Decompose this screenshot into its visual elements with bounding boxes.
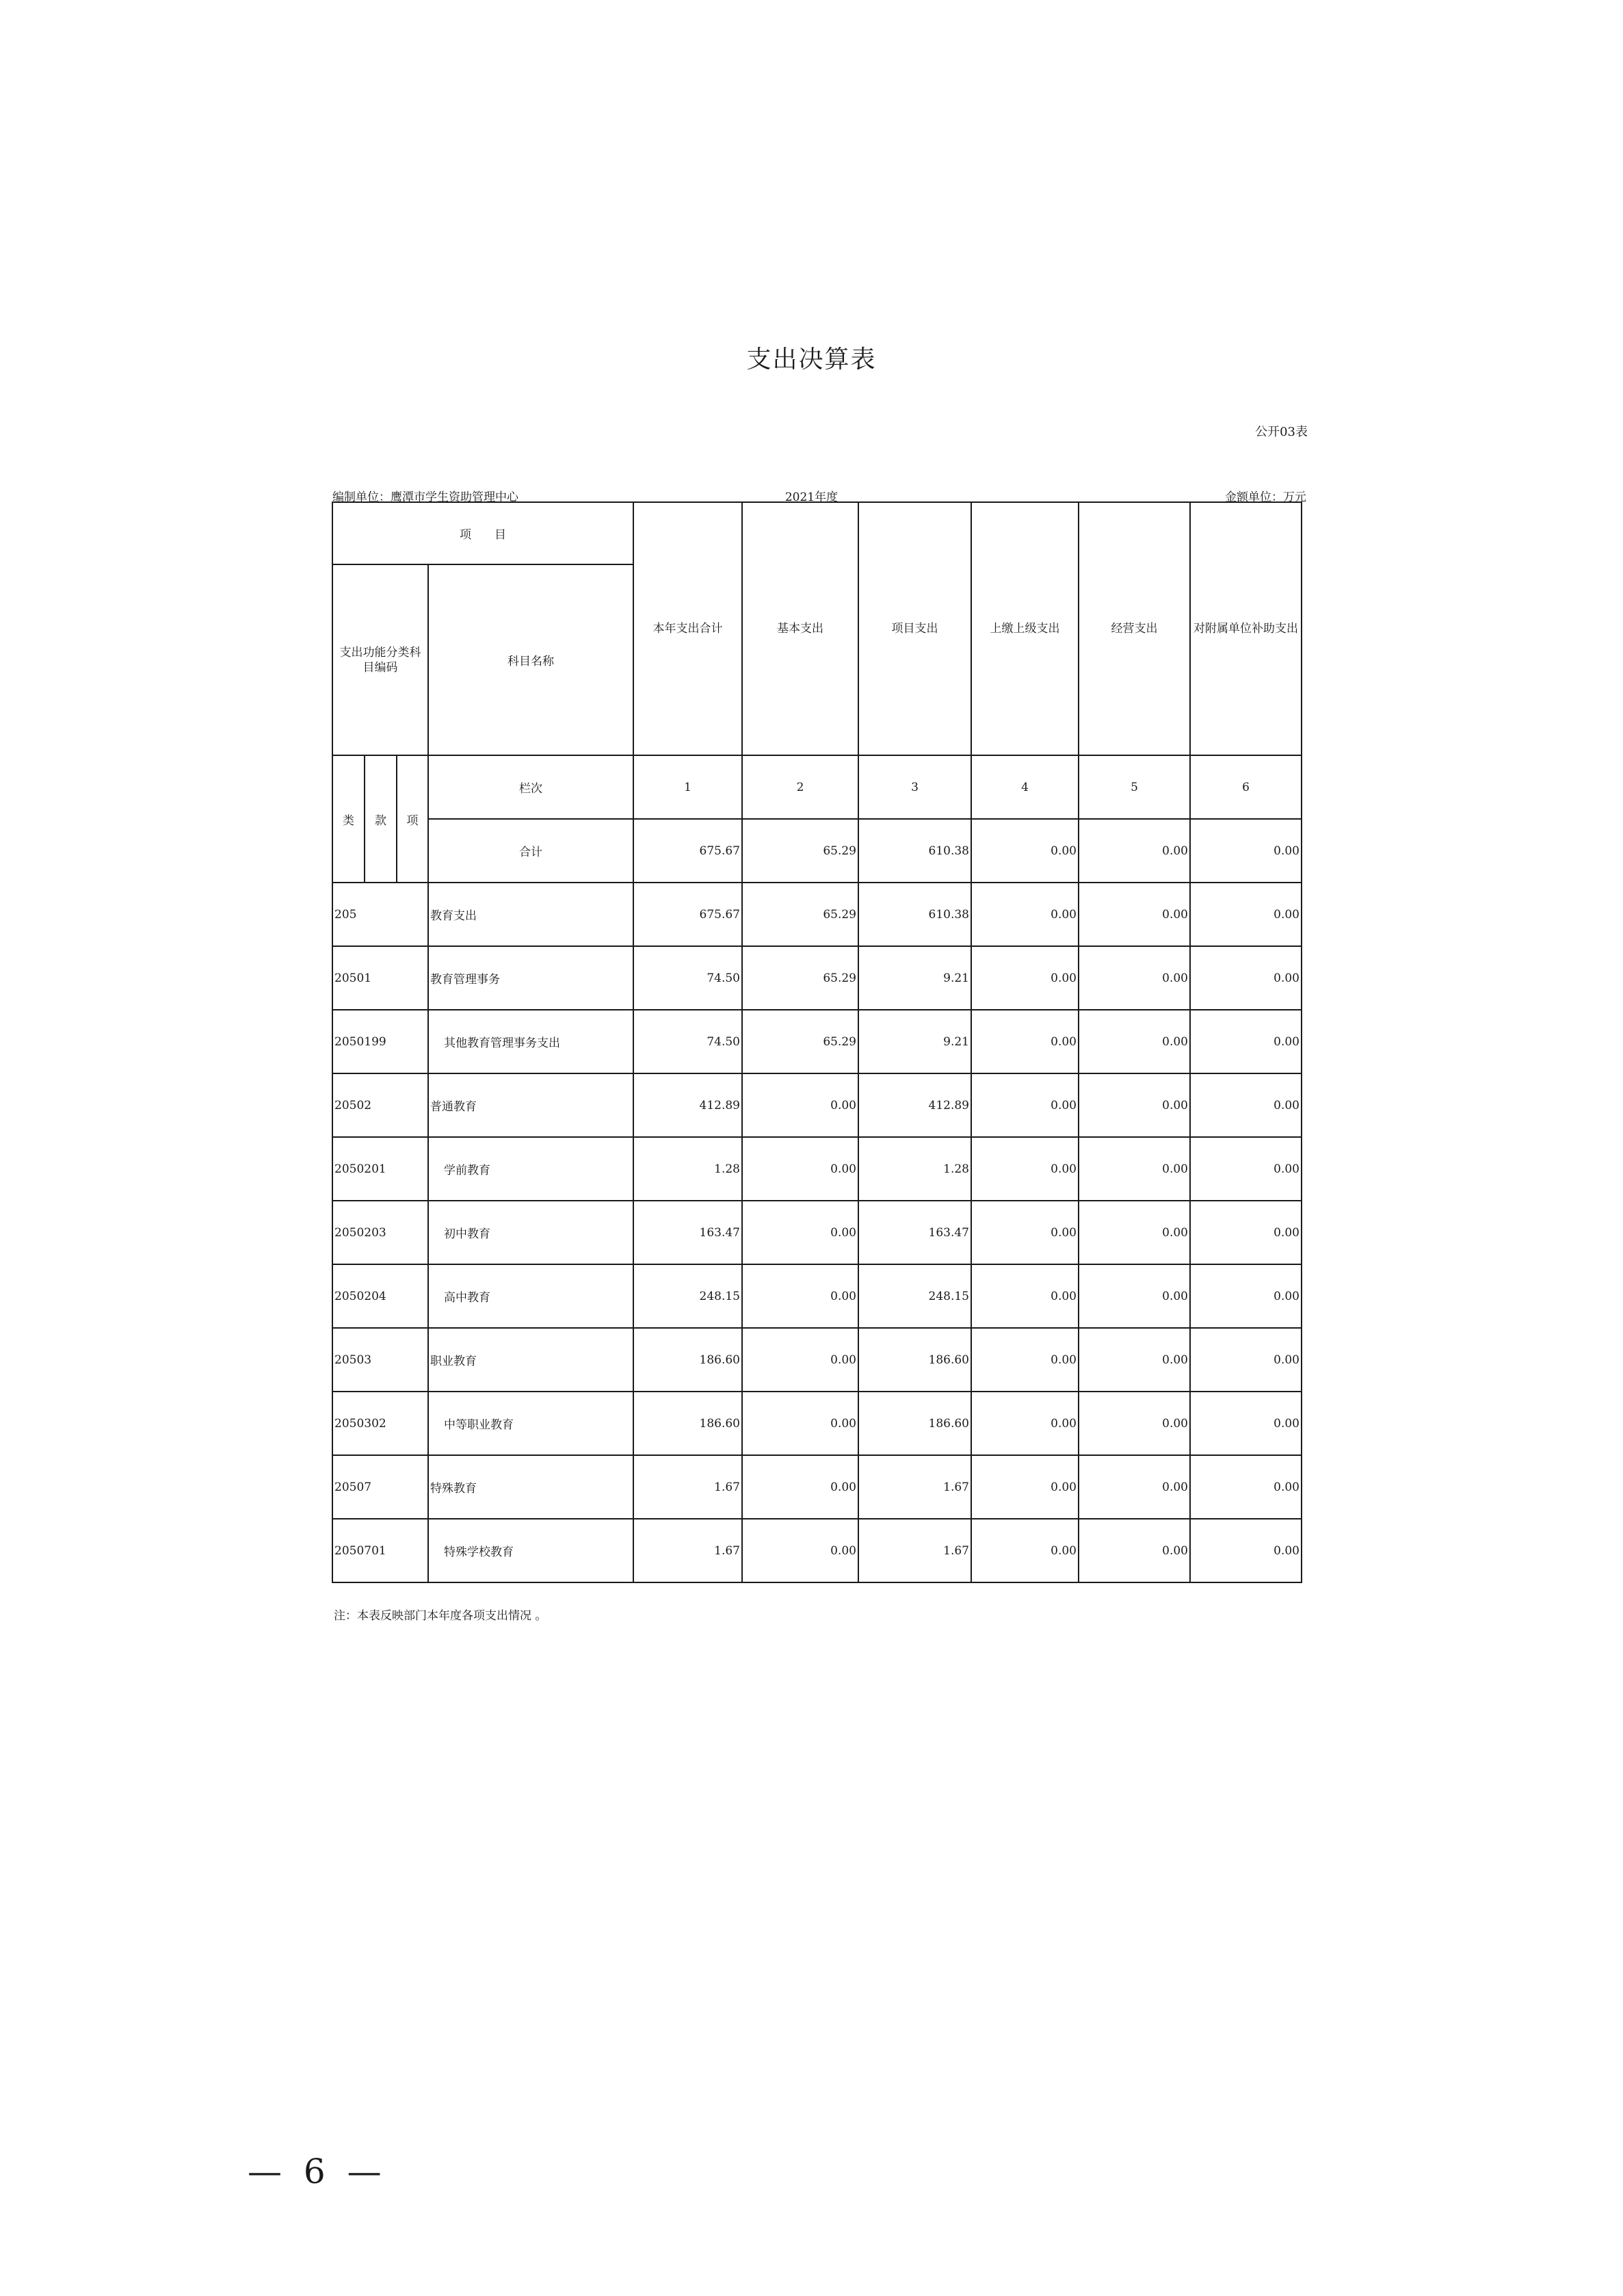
row-value: 412.89 [633, 1073, 742, 1137]
row-value: 163.47 [858, 1201, 971, 1264]
row-code: 20501 [332, 946, 428, 1010]
row-value: 0.00 [1079, 1519, 1190, 1582]
col-header-upper: 上缴上级支出 [971, 502, 1079, 755]
row-value: 0.00 [1190, 946, 1302, 1010]
col-header-project: 项目支出 [858, 502, 971, 755]
row-value: 0.00 [1190, 1519, 1302, 1582]
row-value: 0.00 [1079, 883, 1190, 946]
row-name: 特殊学校教育 [428, 1519, 633, 1582]
col-header-total: 本年支出合计 [633, 502, 742, 755]
row-value: 65.29 [742, 946, 858, 1010]
row-value: 0.00 [1190, 1264, 1302, 1328]
expenditure-table [332, 501, 1302, 1583]
row-code: 205 [332, 883, 428, 946]
row-code: 2050201 [332, 1137, 428, 1201]
table-row [332, 1010, 1302, 1073]
row-code: 20503 [332, 1328, 428, 1392]
form-id: 公开03表 [1255, 425, 1308, 439]
total-cell: 610.38 [858, 819, 971, 883]
row-value: 0.00 [742, 1328, 858, 1392]
row-value: 0.00 [1190, 1328, 1302, 1392]
row-value: 0.00 [1190, 1137, 1302, 1201]
row-name: 教育管理事务 [428, 946, 633, 1010]
col-number: 2 [742, 755, 858, 819]
row-value: 0.00 [1190, 883, 1302, 946]
total-cell: 0.00 [1079, 819, 1190, 883]
row-value: 0.00 [971, 883, 1079, 946]
row-value: 0.00 [1190, 1073, 1302, 1137]
row-value: 0.00 [742, 1519, 858, 1582]
table-row [332, 1392, 1302, 1455]
row-value: 0.00 [1079, 1455, 1190, 1519]
header-kuan: 款 [365, 755, 397, 883]
col-number: 4 [971, 755, 1079, 819]
col-header-basic: 基本支出 [742, 502, 858, 755]
row-value: 412.89 [858, 1073, 971, 1137]
row-value: 65.29 [742, 883, 858, 946]
row-code: 20507 [332, 1455, 428, 1519]
row-value: 1.67 [633, 1519, 742, 1582]
row-code: 2050701 [332, 1519, 428, 1582]
row-value: 0.00 [1079, 946, 1190, 1010]
col-number: 3 [858, 755, 971, 819]
header-lei: 类 [332, 755, 365, 883]
row-value: 0.00 [971, 1201, 1079, 1264]
row-code: 2050204 [332, 1264, 428, 1328]
total-cell: 675.67 [633, 819, 742, 883]
row-code: 2050302 [332, 1392, 428, 1455]
row-value: 0.00 [742, 1392, 858, 1455]
row-value: 248.15 [858, 1264, 971, 1328]
row-value: 74.50 [633, 946, 742, 1010]
page-number: — 6 — [248, 2152, 387, 2191]
row-value: 0.00 [742, 1201, 858, 1264]
row-value: 0.00 [1079, 1137, 1190, 1201]
row-value: 675.67 [633, 883, 742, 946]
row-value: 610.38 [858, 883, 971, 946]
row-value: 0.00 [971, 1073, 1079, 1137]
row-code: 20502 [332, 1073, 428, 1137]
row-value: 0.00 [1190, 1455, 1302, 1519]
row-value: 163.47 [633, 1201, 742, 1264]
row-value: 1.67 [858, 1455, 971, 1519]
row-value: 0.00 [742, 1264, 858, 1328]
row-value: 1.28 [858, 1137, 971, 1201]
table-row [332, 1073, 1302, 1137]
table-row [332, 946, 1302, 1010]
row-value: 1.67 [858, 1519, 971, 1582]
table-row [332, 1201, 1302, 1264]
row-name: 特殊教育 [428, 1455, 633, 1519]
row-value: 0.00 [1190, 1392, 1302, 1455]
row-name: 其他教育管理事务支出 [428, 1010, 633, 1073]
row-value: 65.29 [742, 1010, 858, 1073]
table-row [332, 883, 1302, 946]
row-value: 74.50 [633, 1010, 742, 1073]
row-value: 0.00 [971, 946, 1079, 1010]
amount-unit: 金额单位：万元 [1225, 491, 1306, 504]
row-value: 0.00 [1079, 1201, 1190, 1264]
row-value: 0.00 [742, 1073, 858, 1137]
header-code: 支出功能分类科目编码 [332, 564, 428, 755]
row-value: 186.60 [858, 1392, 971, 1455]
row-value: 186.60 [633, 1328, 742, 1392]
total-cell: 0.00 [971, 819, 1079, 883]
row-value: 1.28 [633, 1137, 742, 1201]
header-heji: 合计 [428, 819, 633, 883]
row-value: 0.00 [971, 1519, 1079, 1582]
row-code: 2050199 [332, 1010, 428, 1073]
header-name: 科目名称 [428, 564, 633, 755]
row-name: 初中教育 [428, 1201, 633, 1264]
row-value: 0.00 [1079, 1010, 1190, 1073]
row-name: 学前教育 [428, 1137, 633, 1201]
table-row [332, 1455, 1302, 1519]
total-cell: 65.29 [742, 819, 858, 883]
document-title: 支出决算表 [746, 345, 877, 374]
row-value: 0.00 [1079, 1392, 1190, 1455]
row-value: 0.00 [1079, 1073, 1190, 1137]
row-value: 9.21 [858, 1010, 971, 1073]
table-note: 注：本表反映部门本年度各项支出情况 。 [334, 1609, 547, 1623]
col-number: 6 [1190, 755, 1302, 819]
total-cell: 0.00 [1190, 819, 1302, 883]
fiscal-year: 2021年度 [784, 491, 839, 504]
row-value: 186.60 [633, 1392, 742, 1455]
col-number: 1 [633, 755, 742, 819]
row-value: 0.00 [742, 1455, 858, 1519]
row-value: 0.00 [971, 1264, 1079, 1328]
row-name: 高中教育 [428, 1264, 633, 1328]
row-value: 0.00 [1190, 1010, 1302, 1073]
row-value: 0.00 [1079, 1328, 1190, 1392]
row-value: 1.67 [633, 1455, 742, 1519]
row-value: 0.00 [971, 1328, 1079, 1392]
row-code: 2050203 [332, 1201, 428, 1264]
row-value: 0.00 [971, 1010, 1079, 1073]
col-header-business: 经营支出 [1079, 502, 1190, 755]
col-number: 5 [1079, 755, 1190, 819]
row-value: 0.00 [742, 1137, 858, 1201]
row-value: 0.00 [1079, 1264, 1190, 1328]
row-value: 9.21 [858, 946, 971, 1010]
row-value: 248.15 [633, 1264, 742, 1328]
row-name: 普通教育 [428, 1073, 633, 1137]
table-row [332, 1137, 1302, 1201]
col-header-subsidiary: 对附属单位补助支出 [1190, 502, 1302, 755]
row-value: 0.00 [1190, 1201, 1302, 1264]
row-value: 186.60 [858, 1328, 971, 1392]
header-lanci: 栏次 [428, 755, 633, 819]
table-row [332, 1519, 1302, 1582]
row-name: 职业教育 [428, 1328, 633, 1392]
table-row [332, 1328, 1302, 1392]
row-value: 0.00 [971, 1455, 1079, 1519]
table-row [332, 1264, 1302, 1328]
row-value: 0.00 [971, 1137, 1079, 1201]
row-value: 0.00 [971, 1392, 1079, 1455]
header-item: 项 目 [332, 502, 633, 564]
compiling-unit: 编制单位：鹰潭市学生资助管理中心 [332, 491, 518, 504]
header-xiang: 项 [397, 755, 428, 883]
row-name: 教育支出 [428, 883, 633, 946]
row-name: 中等职业教育 [428, 1392, 633, 1455]
